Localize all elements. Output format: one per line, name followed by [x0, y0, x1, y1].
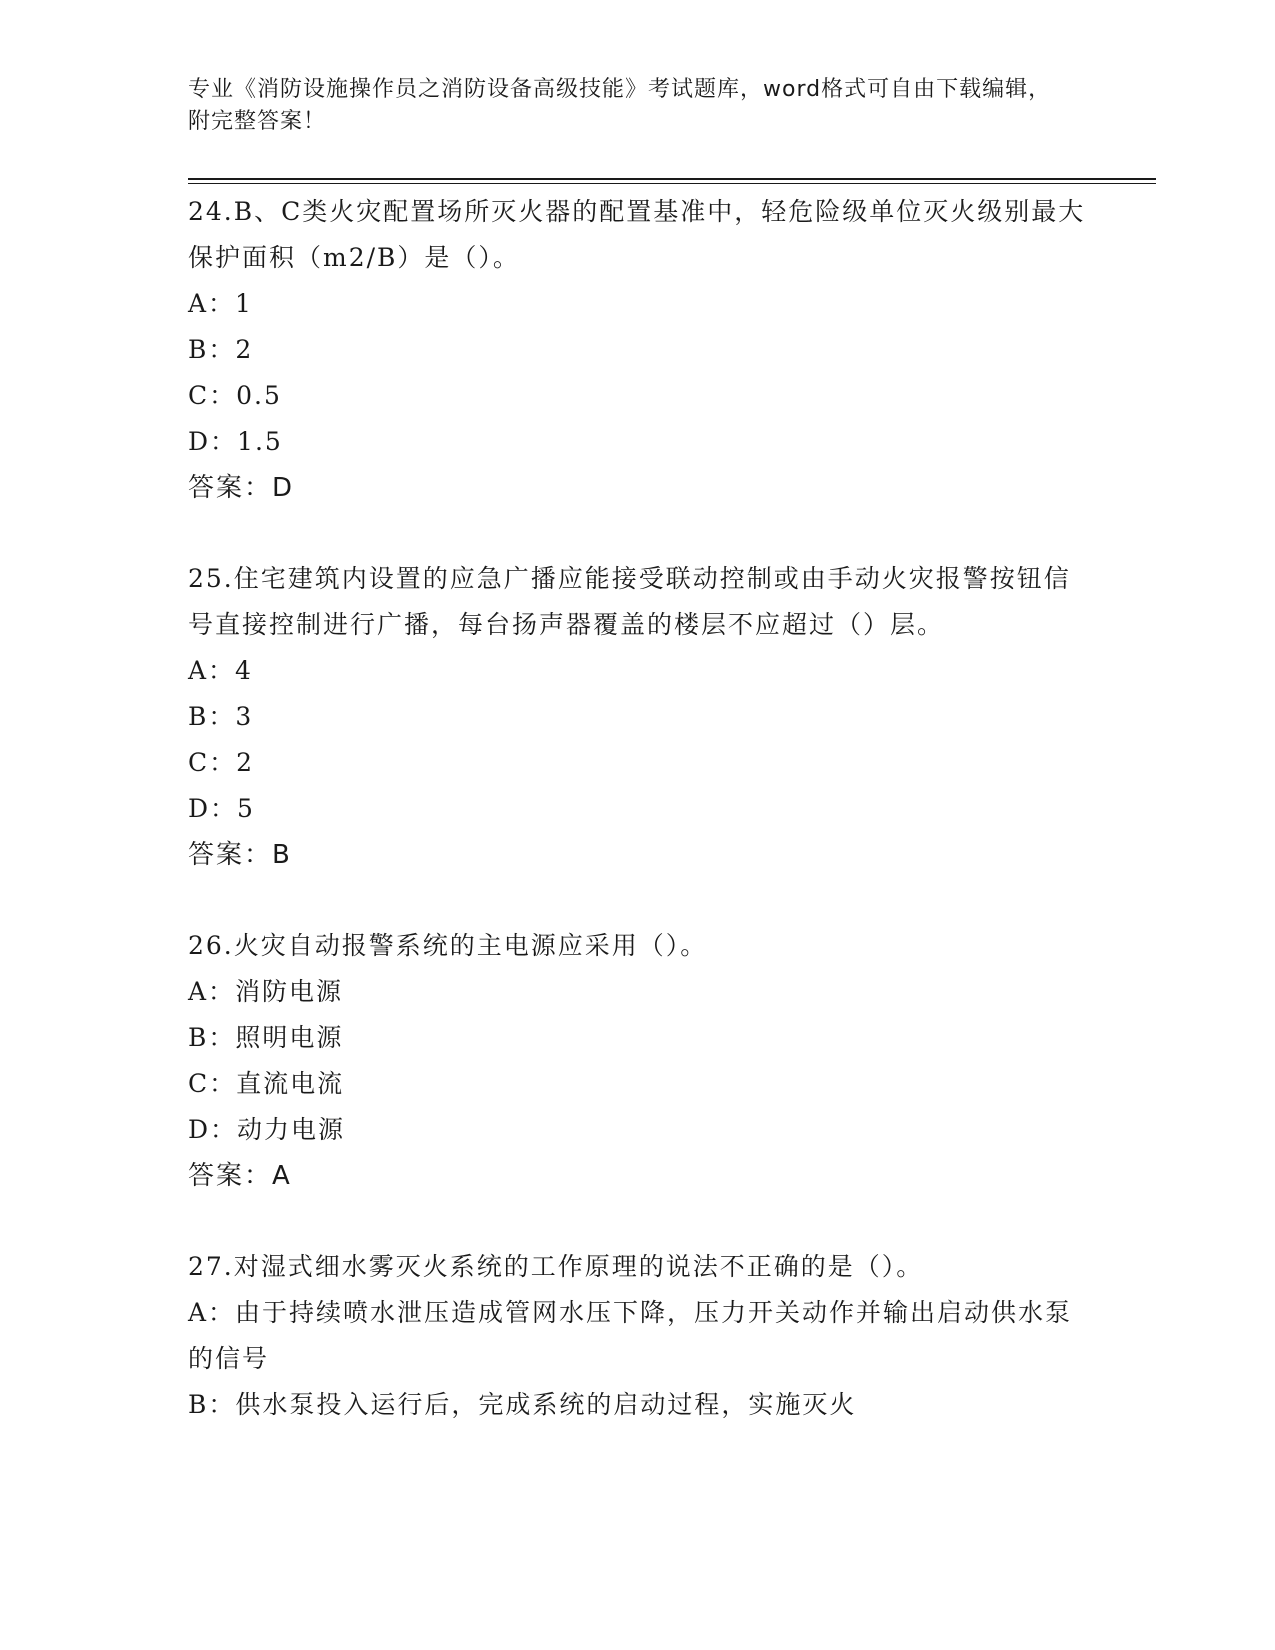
- option-c: C：直流电流: [188, 1069, 345, 1098]
- question-27: [188, 1244, 1088, 1428]
- option-d: D：动力电源: [188, 1115, 346, 1144]
- option-b: B：照明电源: [188, 1023, 344, 1052]
- question-24: [188, 189, 1088, 511]
- option-a: A：消防电源: [188, 977, 344, 1006]
- answer: 答案：A: [188, 1161, 292, 1191]
- question-26: [188, 923, 1088, 1199]
- header-note: 专业《消防设施操作员之消防设备高级技能》考试题库，word格式可自由下载编辑，附完整答案！: [188, 77, 1052, 134]
- option-a: A：4: [188, 656, 253, 685]
- option-c: C：2: [188, 748, 255, 777]
- header-divider: [188, 178, 1156, 180]
- question-25: [188, 556, 1088, 878]
- question-stem: 24.B、C类火灾配置场所灭火器的配置基准中，轻危险级单位灭火级别最大保护面积（m2/B）是（）。: [188, 197, 1086, 272]
- question-stem: 25.住宅建筑内设置的应急广播应能接受联动控制或由手动火灾报警按钮信号直接控制进行广播，每台扬声器覆盖的楼层不应超过（）层。: [188, 564, 1071, 639]
- option-a: A：由于持续喷水泄压造成管网水压下降，压力开关动作并输出启动供水泵的信号: [188, 1298, 1073, 1373]
- answer: 答案：B: [188, 840, 292, 870]
- question-list: [188, 189, 1088, 1473]
- option-d: D：5: [188, 794, 255, 823]
- option-b: B：3: [188, 702, 254, 731]
- option-a: A：1: [188, 289, 253, 318]
- option-c: C：0.5: [188, 381, 282, 410]
- question-stem: 26.火灾自动报警系统的主电源应采用（）。: [188, 931, 708, 960]
- option-b: B：供水泵投入运行后，完成系统的启动过程，实施灭火: [188, 1390, 857, 1419]
- option-b: B：2: [188, 335, 254, 364]
- option-d: D：1.5: [188, 427, 283, 456]
- answer: 答案：D: [188, 473, 295, 503]
- question-stem: 27.对湿式细水雾灭火系统的工作原理的说法不正确的是（）。: [188, 1252, 924, 1281]
- header-divider-thin: [188, 183, 1156, 184]
